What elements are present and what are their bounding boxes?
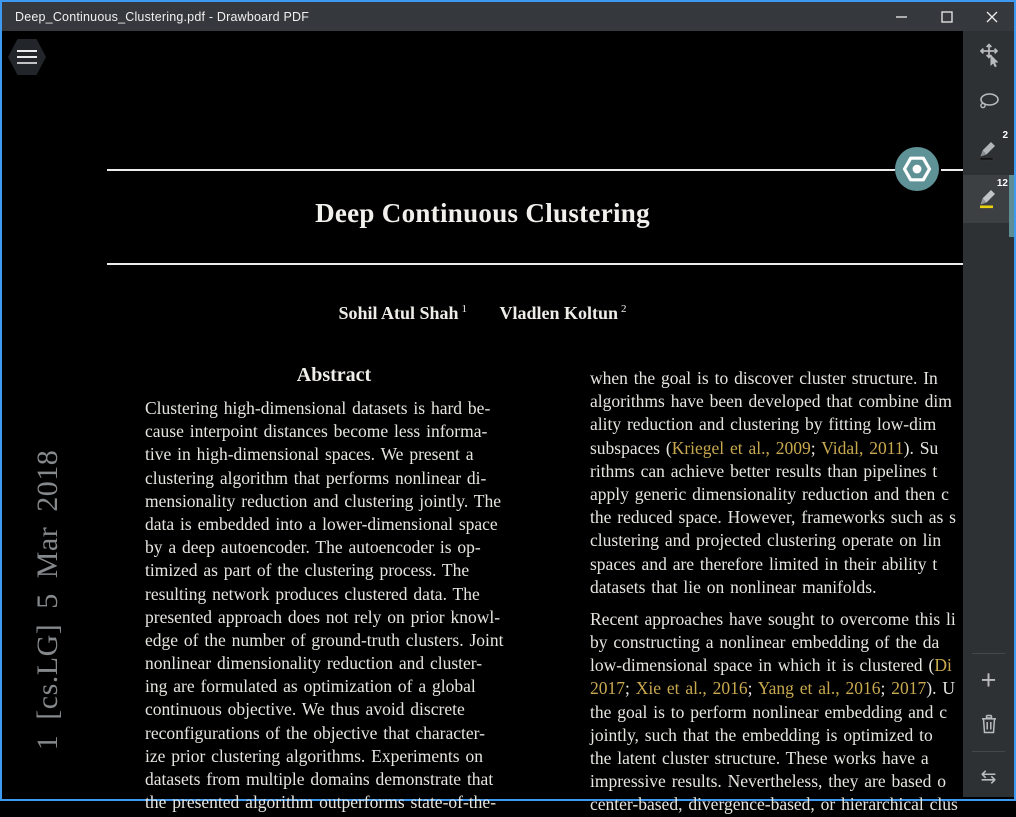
text-line: the latent cluster structure. These works have a bbox=[590, 748, 929, 768]
sidebar-scrollbar-thumb[interactable] bbox=[1009, 175, 1014, 237]
text-line: continuous objective. We thus avoid discrete bbox=[145, 699, 465, 720]
text-line: datasets that lie on nonlinear manifolds. bbox=[590, 576, 877, 597]
abstract-text-column bbox=[145, 397, 524, 813]
text-line: jointly, such that the embedding is optimized to bbox=[590, 724, 933, 745]
text-line: clustering and projected clustering operate on lin bbox=[590, 530, 942, 551]
text-line: apply generic dimensionality reduction and then c bbox=[590, 483, 949, 504]
main-menu-button[interactable] bbox=[8, 39, 46, 75]
text-line: algorithms have been developed that combine dim bbox=[590, 391, 952, 412]
close-button[interactable] bbox=[969, 2, 1014, 31]
citation-link[interactable]: 2017 bbox=[891, 678, 927, 699]
pen-icon bbox=[976, 136, 1002, 167]
citation-link[interactable]: Xie et al., 2016 bbox=[635, 678, 748, 699]
text-line: ize prior clustering algorithms. Experiments on bbox=[145, 745, 483, 766]
swap-arrows-icon: ⇆ bbox=[980, 766, 997, 788]
title-rule-top bbox=[107, 169, 895, 171]
text-line: rithms can achieve better results than pipelines t bbox=[590, 460, 938, 481]
author-2: Vladlen Koltun $^2$ bbox=[499, 303, 627, 323]
text-line: Clustering high-dimensional datasets is hard be- bbox=[145, 398, 491, 418]
arxiv-watermark: 1 [cs.LG] 5 Mar 2018 bbox=[31, 449, 64, 751]
abstract-heading: Abstract bbox=[296, 364, 372, 386]
text-line: Recent approaches have sought to overcome this li bbox=[590, 608, 956, 629]
titlebar bbox=[2, 2, 1014, 31]
plus-icon: + bbox=[980, 664, 997, 695]
text-line: 2017; Xie et al., 2016; Yang et al., 2016; 2017). U bbox=[590, 678, 956, 699]
close-icon bbox=[986, 11, 998, 23]
window-title: Deep_Continuous_Clustering.pdf - Drawboard PDF bbox=[15, 9, 310, 24]
text-line: the reduced space. However, frameworks such as s bbox=[590, 507, 956, 528]
text-line: tive in high-dimensional spaces. We present a bbox=[145, 444, 474, 465]
title-rule-bottom bbox=[107, 263, 963, 265]
citation-link[interactable]: Di bbox=[934, 655, 952, 676]
text-line: datasets from multiple domains demonstrate that bbox=[145, 769, 494, 789]
pen-count-badge: 2 bbox=[1002, 130, 1008, 141]
maximize-button[interactable] bbox=[924, 2, 969, 31]
annotation-marker[interactable] bbox=[894, 146, 940, 197]
paper-title: Deep Continuous Clustering bbox=[315, 198, 650, 228]
pen-tool-button[interactable] bbox=[963, 127, 1014, 175]
citation-link[interactable]: Kriegel et al., 2009 bbox=[671, 437, 811, 458]
text-line: edge of the number of ground-truth clusters. Joint bbox=[145, 629, 504, 650]
highlighter-count-badge: 12 bbox=[996, 178, 1008, 189]
highlighter-tool-button[interactable] bbox=[963, 175, 1014, 223]
lasso-tool-button[interactable] bbox=[963, 80, 1014, 128]
pdf-page-view[interactable] bbox=[2, 31, 963, 815]
text-line: presented approach does not rely on prior knowl- bbox=[145, 606, 501, 627]
move-cursor-icon bbox=[976, 42, 1002, 73]
add-annotation-button[interactable] bbox=[963, 657, 1014, 703]
text-line: by constructing a nonlinear embedding of the da bbox=[590, 632, 940, 653]
text-line: resulting network produces clustered data. The bbox=[145, 583, 480, 604]
text-line: cause interpoint distances become less informa- bbox=[145, 421, 488, 442]
text-line: nonlinear dimensionality reduction and cluster- bbox=[145, 653, 483, 674]
text-line: ing are formulated as optimization of a global bbox=[145, 676, 476, 697]
text-line: the presented algorithm outperforms state-of-the- bbox=[145, 792, 497, 813]
text-line: when the goal is to discover cluster structure. In bbox=[590, 368, 938, 388]
paper-authors bbox=[2, 303, 963, 324]
title-rule-top-right bbox=[941, 169, 963, 171]
text-line: clustering algorithm that performs nonlinear di- bbox=[145, 467, 487, 488]
text-line: by a deep autoencoder. The autoencoder is op- bbox=[145, 537, 481, 558]
right-text-column bbox=[590, 367, 963, 815]
text-line: low-dimensional space in which it is clustered (Di bbox=[590, 655, 952, 676]
sidebar-divider-top bbox=[972, 653, 1005, 654]
text-line: reconfigurations of the objective that character- bbox=[145, 722, 485, 743]
text-line: timized as part of the clustering process. The bbox=[145, 560, 470, 581]
text-line: ality reduction and clustering by fitting low-dim bbox=[590, 414, 937, 435]
maximize-icon bbox=[941, 11, 953, 23]
citation-link[interactable]: Vidal, 2011 bbox=[821, 437, 904, 458]
text-line: center-based, divergence-based, or hierarchical clus bbox=[590, 794, 958, 815]
author-1: Sohil Atul Shah $^1$ bbox=[338, 303, 468, 323]
text-line: spaces and are therefore limited in their ability t bbox=[590, 553, 938, 574]
pan-tool-button[interactable] bbox=[963, 33, 1014, 81]
tool-sidebar bbox=[963, 31, 1014, 797]
minimize-button[interactable] bbox=[879, 2, 924, 31]
citation-link[interactable]: 2017 bbox=[590, 678, 625, 699]
delete-annotation-button[interactable] bbox=[963, 703, 1014, 749]
text-line: subspaces (Kriegel et al., 2009; Vidal, 2011). Su bbox=[590, 437, 939, 458]
text-line: mensionality reduction and clustering jointly. The bbox=[145, 490, 501, 511]
minimize-icon bbox=[895, 11, 908, 22]
text-line: data is embedded into a lower-dimensional space bbox=[145, 513, 498, 534]
lasso-icon bbox=[976, 89, 1002, 120]
citation-link[interactable]: Yang et al., 2016 bbox=[757, 678, 881, 699]
text-line: impressive results. Nevertheless, they are based o bbox=[590, 771, 946, 792]
window-controls bbox=[879, 2, 1014, 31]
swap-pages-button[interactable] bbox=[963, 755, 1014, 799]
sidebar-divider-bottom bbox=[972, 751, 1005, 752]
hexagon-target-annotation-icon bbox=[894, 179, 940, 196]
text-line: the goal is to perform nonlinear embedding and c bbox=[590, 701, 948, 722]
trash-icon bbox=[978, 713, 1000, 740]
